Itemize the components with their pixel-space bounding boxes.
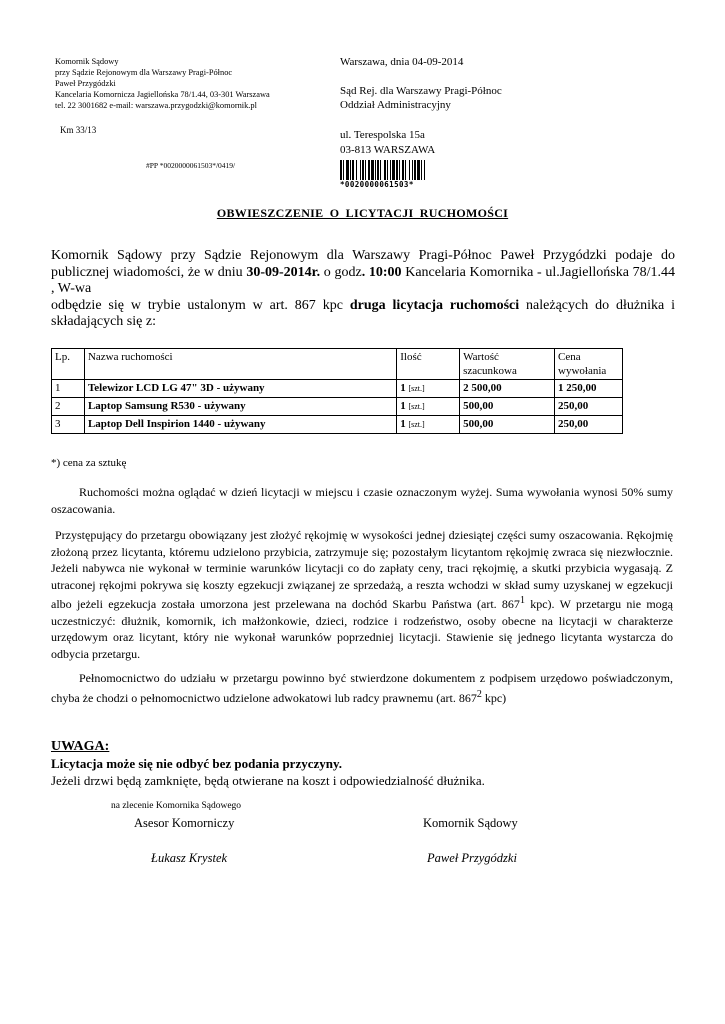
row-qty: 1 <box>400 400 406 412</box>
article-superscript: 1 <box>519 595 525 606</box>
sender-line: Kancelaria Komornicza Jagiellońska 78/1.44, 03-301 Warszawa <box>55 90 270 99</box>
recipient-city: 03-813 WARSZAWA <box>340 144 436 156</box>
intro-dot: . <box>361 264 366 280</box>
row-unit: [szt.] <box>408 402 425 411</box>
row-value: 500,00 <box>460 398 555 416</box>
auction-time: 10:00 <box>368 264 402 280</box>
header-price-line: Cena <box>558 351 581 363</box>
poa-text: kpc) <box>481 690 507 705</box>
article-superscript: 2 <box>476 688 482 700</box>
sender-line: Paweł Przygódzki <box>55 79 116 88</box>
intro-text: Kancelaria Komornika - ul.Jagiellońska 78/1.44 , W-wa <box>51 264 676 296</box>
table-row <box>52 398 623 416</box>
row-qty-cell <box>397 398 460 416</box>
row-lp: 2 <box>52 398 85 416</box>
intro-text: należących do dłużnika i składających się z: <box>51 297 676 329</box>
footnote: *) cena za sztukę <box>51 457 127 469</box>
case-number: Km 33/13 <box>60 125 97 135</box>
barcode-bar <box>425 160 427 180</box>
recipient-court: Sąd Rej. dla Warszawy Pragi-Północ <box>340 85 502 97</box>
table-row <box>52 416 623 434</box>
row-price: 250,00 <box>555 416 623 434</box>
row-price: 1 250,00 <box>555 380 623 398</box>
row-qty: 1 <box>400 418 406 430</box>
left-signatory-name: Łukasz Krystek <box>151 851 228 865</box>
header-name: Nazwa ruchomości <box>84 349 396 380</box>
row-value: 500,00 <box>460 416 555 434</box>
row-qty-cell <box>397 416 460 434</box>
sender-line: tel. 22 3001682 e-mail: warszawa.przygodzki@komornik.pl <box>55 101 257 110</box>
row-price: 250,00 <box>555 398 623 416</box>
recipient-department: Oddział Administracyjny <box>340 99 451 111</box>
row-value: 2 500,00 <box>460 380 555 398</box>
items-table <box>51 348 623 434</box>
row-lp: 3 <box>52 416 85 434</box>
auction-type: druga licytacja ruchomości <box>349 297 520 313</box>
deposit-text: Przystępujący do przetargu obowiązany jest złożyć rękojmię w wysokości jednej dziesiątej części sumy oszacowania. Rękojmię złożoną przez licytanta, któremu udzielono przybicia, zatrzymuje się; pozostałym licytantom rękojmię zwraca się niezwłocznie. Jeżeli nabywca nie wykonał w terminie warunków licytacji co do zapłaty ceny, traci rękojmię, a skutki przybicia wygasają. Z utraconej rękojmi pokrywa się koszty egzekucji związanej ze sprzedażą, a reszta wchodzi w skład sumy uzyskanej w egzekucji albo jeżeli egzekucja została umorzona jest przelewana na dochód Skarbu Państwa (art. 867 <box>51 528 673 611</box>
barcode-text: *0020000061503* <box>340 180 414 189</box>
sender-line: Komornik Sądowy <box>55 57 119 66</box>
barcode-bars <box>340 160 448 180</box>
header-value-line: Wartość <box>463 351 499 363</box>
intro-paragraph <box>51 248 675 331</box>
row-name: Laptop Dell Inspirion 1440 - używany <box>84 416 396 434</box>
intro-text: odbędzie się w trybie ustalonym w art. 867 kpc <box>51 297 350 313</box>
pp-code: #PP *0020000061503*/0419/ <box>146 161 236 170</box>
sender-address <box>55 56 270 111</box>
header-qty: Ilość <box>397 349 460 380</box>
notice-line: Licytacja może się nie odbyć bez podania przyczyny. <box>51 756 343 771</box>
auction-date: 30-09-2014r. <box>246 264 321 280</box>
paragraph-deposit <box>51 527 673 662</box>
row-name: Laptop Samsung R530 - używany <box>84 398 396 416</box>
row-name: Telewizor LCD LG 47" 3D - używany <box>84 380 396 398</box>
mandate-note: na zlecenie Komornika Sądowego <box>111 801 242 811</box>
intro-text: o godz <box>320 264 362 280</box>
row-qty-cell <box>397 380 460 398</box>
poa-text: Pełnomocnictwo do udziału w przetargu powinno być stwierdzone dokumentem z podpisem urzędowo poświadczonym, chyba że chodzi o pełnomocnictwo udzielone adwokatowi lub radcy prawnemu (art. 867 <box>51 671 673 705</box>
deposit-text: kpc). W przetargu nie mogą uczestniczyć: dłużnik, komornik, ich małżonkowie, dzieci, rodzice i rodzeństwo, osoby obecne na licytacji w charakterze urzędowym oraz licytant, który nie wykonał warunków poprzedniej licytacji. Stawienie się jednego licytanta wystarcza do odbycia przetargu. <box>51 597 673 661</box>
barcode <box>340 160 448 189</box>
row-unit: [szt.] <box>408 420 425 429</box>
notice-heading: UWAGA: <box>51 739 110 754</box>
table-header-row <box>52 349 623 380</box>
intro-text: Komornik Sądowy przy Sądzie Rejonowym dla Warszawy Pragi-Północ Paweł Przygódzki podaje do publicznej wiadomości, że w dniu <box>51 248 675 280</box>
recipient-street: ul. Terespolska 15a <box>340 129 425 141</box>
header-lp: Lp. <box>52 349 85 380</box>
right-signatory-title: Komornik Sądowy <box>423 816 518 830</box>
header-value-line: szacunkowa <box>463 365 517 377</box>
header-price-line: wywołania <box>558 365 607 377</box>
row-qty: 1 <box>400 382 406 394</box>
paragraph-power-of-attorney <box>51 670 673 706</box>
header-price <box>555 349 623 380</box>
paragraph-viewing: Ruchomości można oglądać w dzień licytacji w miejscu i czasie oznaczonym wyżej. Suma wywołania wynosi 50% sumy oszacowania. <box>51 485 673 516</box>
date-line: Warszawa, dnia 04-09-2014 <box>340 56 464 68</box>
left-signatory-title: Asesor Komorniczy <box>134 816 235 830</box>
notice-line: Jeżeli drzwi będą zamknięte, będą otwierane na koszt i odpowiedzialność dłużnika. <box>51 773 485 788</box>
document-title: OBWIESZCZENIE O LICYTACJI RUCHOMOŚCI <box>216 206 509 220</box>
row-lp: 1 <box>52 380 85 398</box>
sender-line: przy Sądzie Rejonowym dla Warszawy Pragi-Północ <box>55 68 233 77</box>
table-row <box>52 380 623 398</box>
header-value <box>460 349 555 380</box>
right-signatory-name: Paweł Przygódzki <box>427 851 517 865</box>
row-unit: [szt.] <box>408 384 425 393</box>
